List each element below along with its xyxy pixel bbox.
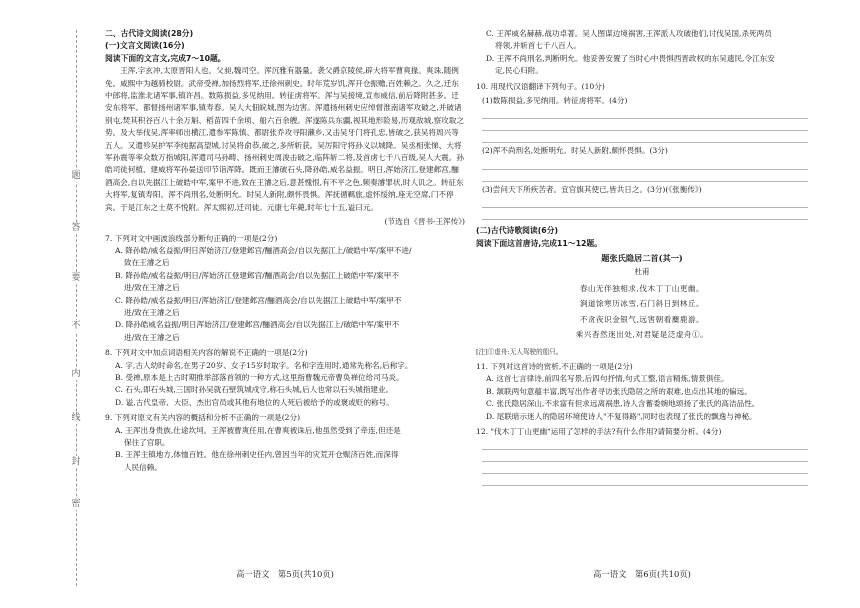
part-instruction: 阅读下面这首唐诗,完成11～12题。 bbox=[476, 238, 603, 248]
answer-line[interactable] bbox=[482, 107, 808, 119]
part-title: (二)古代诗歌阅读(6分) bbox=[476, 226, 559, 236]
binding-margin bbox=[0, 0, 92, 608]
q11-option-a: A. 这首七言律诗,前四名写景,后四句抒情,句式工整,语言精炼,情景俱佳。 bbox=[486, 374, 729, 384]
q7-option-c-cont: 进/致在王濬之后 bbox=[124, 307, 180, 317]
q9-option-d-cont: 定,民心归附。 bbox=[495, 66, 543, 76]
answer-line[interactable] bbox=[482, 474, 808, 486]
page-footer-right: 高一语文 第6页(共10页) bbox=[593, 569, 691, 579]
answer-line[interactable] bbox=[482, 170, 808, 182]
q10-sub-1: (1)数陈损益,多见纳用。转征虏将军。(4分) bbox=[482, 96, 628, 106]
q9-option-c: C. 王浑威名赫赫,战功卓著。吴人图谋边境祸害,王浑派人攻破他们,讨伐吴国,杀死两员 bbox=[486, 29, 772, 38]
q7-option-c: C. 降孙皓/威名益振/明日/浑始济江/登建邺宫/酾酒高会/自以先据江上破皓中军/案甲不 bbox=[115, 295, 402, 305]
poem-title: 题张氏隐居二首(其一) bbox=[601, 253, 683, 264]
q9-option-a-cont: 保住了官职。 bbox=[124, 438, 170, 447]
question-12: 12. "伐木丁丁山更幽"运用了怎样的手法?有什么作用?请简要分析。(4分) bbox=[476, 426, 722, 436]
question-10: 10. 用现代汉语翻译下列句子。(10分) bbox=[476, 81, 605, 91]
poem-line: 乘兴杳然迷出处,对君疑是泛虚舟①。 bbox=[575, 330, 709, 340]
q8-option-c: C. 石头,即石头城,三国时孙吴就石壁筑城戍守,称石头城,后人也常以石头城指建业。 bbox=[115, 385, 394, 395]
answer-line[interactable] bbox=[482, 131, 808, 143]
right-page bbox=[476, 28, 808, 486]
q10-sub-3: (3)尝问天下所疾苦者。宜官旗其使已,皆共日之。(3分)(《张衡传》) bbox=[482, 184, 702, 194]
q7-option-b-cont: 进/致在王濬之后 bbox=[124, 283, 180, 293]
part-instruction: 阅读下面的文言文,完成7～10题。 bbox=[105, 53, 226, 63]
binding-char: 封 bbox=[64, 456, 88, 468]
q8-option-b: B. 受禅,原本是上古时期推举部落首领的一种方式,这里指曹魏元帝曹奂禅位给司马炎。 bbox=[115, 372, 404, 382]
binding-char: 要 bbox=[64, 272, 88, 284]
question-9: 9. 下列对原文有关内容的概括和分析不正确的一项是(2分) bbox=[105, 413, 301, 423]
q9-option-b: B. 王浑主镇地方,体恤百姓。他在徐州刺史任内,曾因当年的灾荒开仓赈济百姓,而深得 bbox=[115, 450, 399, 460]
q10-sub-2: (2)浑不尚刑名,处断明允。时吴人新附,颇怀畏惧。(3分) bbox=[482, 146, 668, 156]
q7-option-a-cont: 致在王濬之后 bbox=[124, 258, 170, 268]
page-footer-left: 高一语文 第5页(共10页) bbox=[236, 569, 334, 579]
binding-char: 答 bbox=[64, 222, 88, 234]
poem-line: 涧道馀寒历冰雪,石门斜日到林丘。 bbox=[579, 299, 705, 309]
q11-option-c: C. 张氏隐居深山,不求富有但求远离祸患,诗人含蓄委婉地颂扬了张氏的高洁品性。 bbox=[486, 399, 760, 409]
poem-line: 不贪夜识金银气,远害朝看麋鹿游。 bbox=[579, 314, 705, 324]
q7-option-b: B. 降孙皓/威名益振/明日/浑始济江登建邺宫/酾酒高会/自以先据江上破皓中军/案甲不 bbox=[115, 270, 399, 280]
poem-note: [注]①虚舟:无人驾驶的船只。 bbox=[476, 347, 563, 356]
question-8: 8. 下列对文中加点词语相关内容的解说不正确的一项是(2分) bbox=[105, 348, 308, 358]
q8-option-a: A. 字,古人幼时命名,在男子20岁、女子15岁时取字。名和字连用时,通常先称名,后称字。 bbox=[115, 360, 413, 370]
q7-option-d: D. 降孙皓威名益振/明日浑始济江/登建邺宫/酾酒高会/自以先据江上/破皓中军/案甲不 bbox=[115, 320, 400, 330]
classical-passage: 王浑,字玄冲,太原晋阳人也。父昶,魏司空。浑沉雅有器量。袭父爵京陵侯,辟大将军曹爽掾。爽诛,随例免。咸熙中为越骑校尉。武帝受禅,加扬烈将军,迁徐州刺史。时年荒岁饥,浑开仓振赡,百姓赖之。久之,迁东中郎将,监淮北诸军事,镇许昌。数陈损益,多见纳用。转征虏将军。浑与吴接境,宣布威信,前后降附甚多。迁安东将军、都督扬州诸军事,镇寿春。吴人大佃皖城,图为边害。浑遣扬州刺史应绰督淮南诸军攻破之,并破诸别屯,焚其积谷百八十余万斛、稻苗四千余顷、船六百余艘。浑遂陈兵东疆,视其地形险易,历观敌城,察攻取之势。及大举伐吴,浑率师出横江,遣参军陈慎、都尉张乔攻寻阳瀨乡,又击吴牙门将孔忠,皆破之,获吴将周兴等五人。又遣殄吴护军李纯据高望城,讨吴将俞恭,破之,多所斩获。吴厉阳守将孙义以城降。吴丞相张悌、大将军孙震等率众数万指城阳,浑遣司马孙畴、扬州刺史周浚击破之,临阵斩二将,及首虏七千八百级,吴人大震。孙皓司徒何植、建威将军孙晏送印节诣浑降。既而王濬破石头,降孙皓,威名益振。明日,浑始济江,登建邺宫,酾酒高会,自以先据江上破皓中军,案甲不进,致在王濬之后,意甚愧恨,有不平之色,频奏濬罪状,时人讥之。转征东大将军,复镇寿阳。浑不尚刑名,处断明允。时吴人新附,颇怀畏惧。浑抚循羁旅,虚怀绥纳,座无空席,门不停宾。于是江东之士莫不悦附。浑太熙初,迁司徒。元康七年薨,时年七十五,谥曰元。 bbox=[105, 66, 464, 212]
q7-option-d-cont: 进/致在王濬之后 bbox=[124, 332, 180, 342]
poem-line: 春山无伴独相求,伐木丁丁山更幽。 bbox=[579, 283, 705, 293]
binding-char: 题 bbox=[64, 170, 88, 182]
part-title: (一)文言文阅读(16分) bbox=[105, 41, 185, 51]
q9-option-d: D. 王浑不尚刑名,判断明允。他妥善安置了当时心中畏惧西晋政权的东吴遗民,令江东安 bbox=[486, 53, 775, 63]
q7-option-a: A. 降孙皓/威名益振/明日浑始济江/登建邺宫/酾酒高会/自以先据江上/破皓中军/案甲不进/ bbox=[115, 245, 412, 255]
question-7: 7. 下列对文中画波浪线部分断句正确的一项是(2分) bbox=[105, 233, 278, 243]
q9-option-a: A. 王浑出身贵族,仕途坎坷。王浑被曹爽任用,在曹爽被诛后,他虽然受到了牵连,但还是 bbox=[115, 425, 401, 435]
answer-line[interactable] bbox=[482, 119, 808, 131]
answer-line[interactable] bbox=[482, 450, 808, 462]
question-11: 11. 下列对这首诗的赏析,不正确的一项是(2分) bbox=[476, 361, 633, 371]
q9-option-c-cont: 将领,并斩首七千八百人。 bbox=[495, 41, 581, 51]
answer-line[interactable] bbox=[482, 158, 808, 170]
binding-char: 不 bbox=[64, 320, 88, 332]
binding-char: 线 bbox=[64, 412, 88, 424]
answer-line[interactable] bbox=[482, 196, 808, 208]
answer-line[interactable] bbox=[482, 438, 808, 450]
q9-option-b-cont: 人民信赖。 bbox=[124, 462, 162, 472]
answer-line[interactable] bbox=[482, 462, 808, 474]
passage-source: (节选自《晋书·王浑传》) bbox=[384, 217, 465, 227]
section-title: 二、古代诗文阅读(28分) bbox=[105, 29, 194, 38]
left-page bbox=[105, 28, 465, 474]
q8-option-d: D. 谥,古代皇帝、大臣、杰出官员或其他有地位的人死后被给予的或褒或贬的称号。 bbox=[115, 397, 394, 407]
binding-char: 内 bbox=[64, 368, 88, 380]
answer-line[interactable] bbox=[482, 208, 808, 220]
q11-option-d: D. 尾联暗示迷人的隐居环境使诗人"不复得路",同时也表现了张氏的飘逸与神秘。 bbox=[486, 411, 757, 421]
q11-option-b: B. 颔联两句意蕴丰富,既写出作者寻访张氏隐居之所的艰难,也点出其地的偏远。 bbox=[486, 386, 752, 396]
binding-char: 密 bbox=[64, 498, 88, 510]
poem-author: 杜甫 bbox=[634, 267, 650, 277]
